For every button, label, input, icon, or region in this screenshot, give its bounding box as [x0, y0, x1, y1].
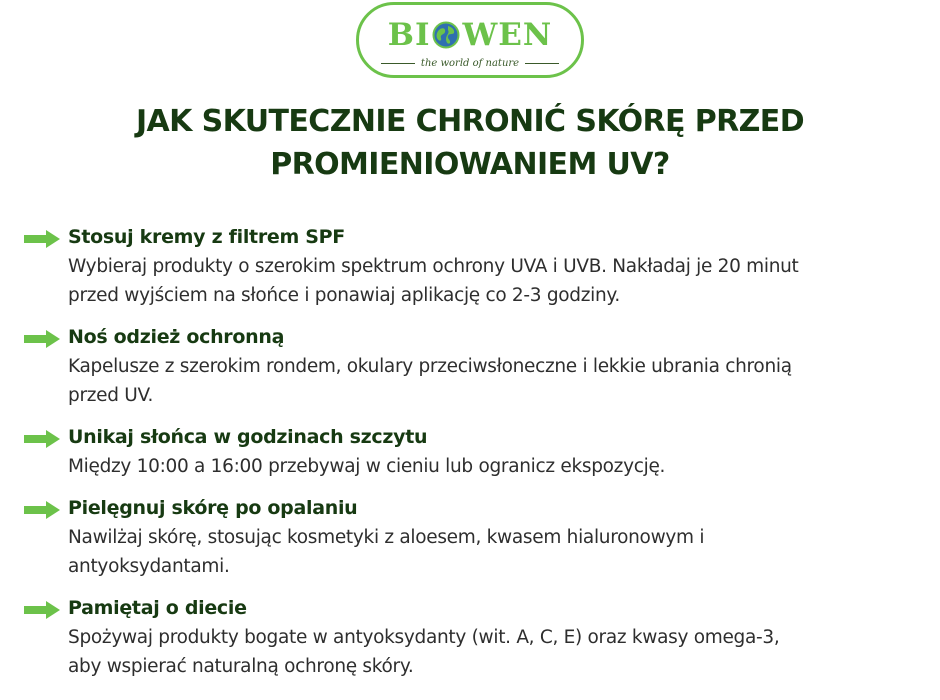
tip-description-line: antyoksydantami. — [68, 556, 230, 577]
tip-description-line: Między 10:00 a 16:00 przebywaj w cieniu lub ogranicz ekspozycję. — [68, 456, 666, 477]
tip-description-line: przed UV. — [68, 385, 154, 406]
tagline-divider-left — [381, 63, 415, 64]
tip-item — [0, 322, 940, 410]
brand-logo — [356, 2, 584, 78]
tip-title: Pielęgnuj skórę po opalaniu — [68, 497, 358, 519]
tip-description-line: Wybieraj produkty o szerokim spektrum ochrony UVA i UVB. Nakładaj je 20 minut — [68, 256, 799, 277]
page-title-line-1: JAK SKUTECZNIE CHRONIĆ SKÓRĘ PRZED — [135, 104, 805, 139]
logo-text-start: BI — [387, 17, 431, 53]
tip-description — [68, 452, 928, 481]
tip-item — [0, 493, 940, 581]
arrow-right-icon — [24, 601, 60, 619]
arrow-right-icon — [24, 501, 60, 519]
logo-wordmark — [359, 17, 581, 53]
tip-description-line: Kapelusze z szerokim rondem, okulary przeciwsłoneczne i lekkie ubrania chronią — [68, 356, 792, 377]
tagline-text: the world of nature — [420, 58, 520, 69]
page-title-line-2: PROMIENIOWANIEM UV? — [270, 147, 670, 182]
logo-text-end: WEN — [462, 17, 553, 53]
tip-description — [68, 352, 928, 410]
tagline-divider-right — [525, 63, 559, 64]
tip-description — [68, 523, 928, 581]
page-title — [0, 100, 940, 186]
tip-title: Pamiętaj o diecie — [68, 597, 247, 619]
tip-title: Unikaj słońca w godzinach szczytu — [68, 426, 428, 448]
arrow-right-icon — [24, 430, 60, 448]
tip-item — [0, 222, 940, 310]
arrow-right-icon — [24, 330, 60, 348]
tip-description-line: przed wyjściem na słońce i ponawiaj aplikację co 2-3 godziny. — [68, 285, 621, 306]
logo-tagline — [359, 58, 581, 69]
tip-item — [0, 593, 940, 681]
arrow-right-icon — [24, 230, 60, 248]
tip-title: Noś odzież ochronną — [68, 326, 285, 348]
tip-description-line: Spożywaj produkty bogate w antyoksydanty (wit. A, C, E) oraz kwasy omega-3, — [68, 627, 780, 648]
tips-list — [0, 222, 940, 693]
tip-description — [68, 252, 928, 310]
globe-icon — [432, 21, 460, 49]
tip-item — [0, 422, 940, 481]
tip-description — [68, 623, 928, 681]
tip-description-line: Nawilżaj skórę, stosując kosmetyki z aloesem, kwasem hialuronowym i — [68, 527, 705, 548]
tip-description-line: aby wspierać naturalną ochronę skóry. — [68, 656, 414, 677]
tip-title: Stosuj kremy z filtrem SPF — [68, 226, 345, 248]
